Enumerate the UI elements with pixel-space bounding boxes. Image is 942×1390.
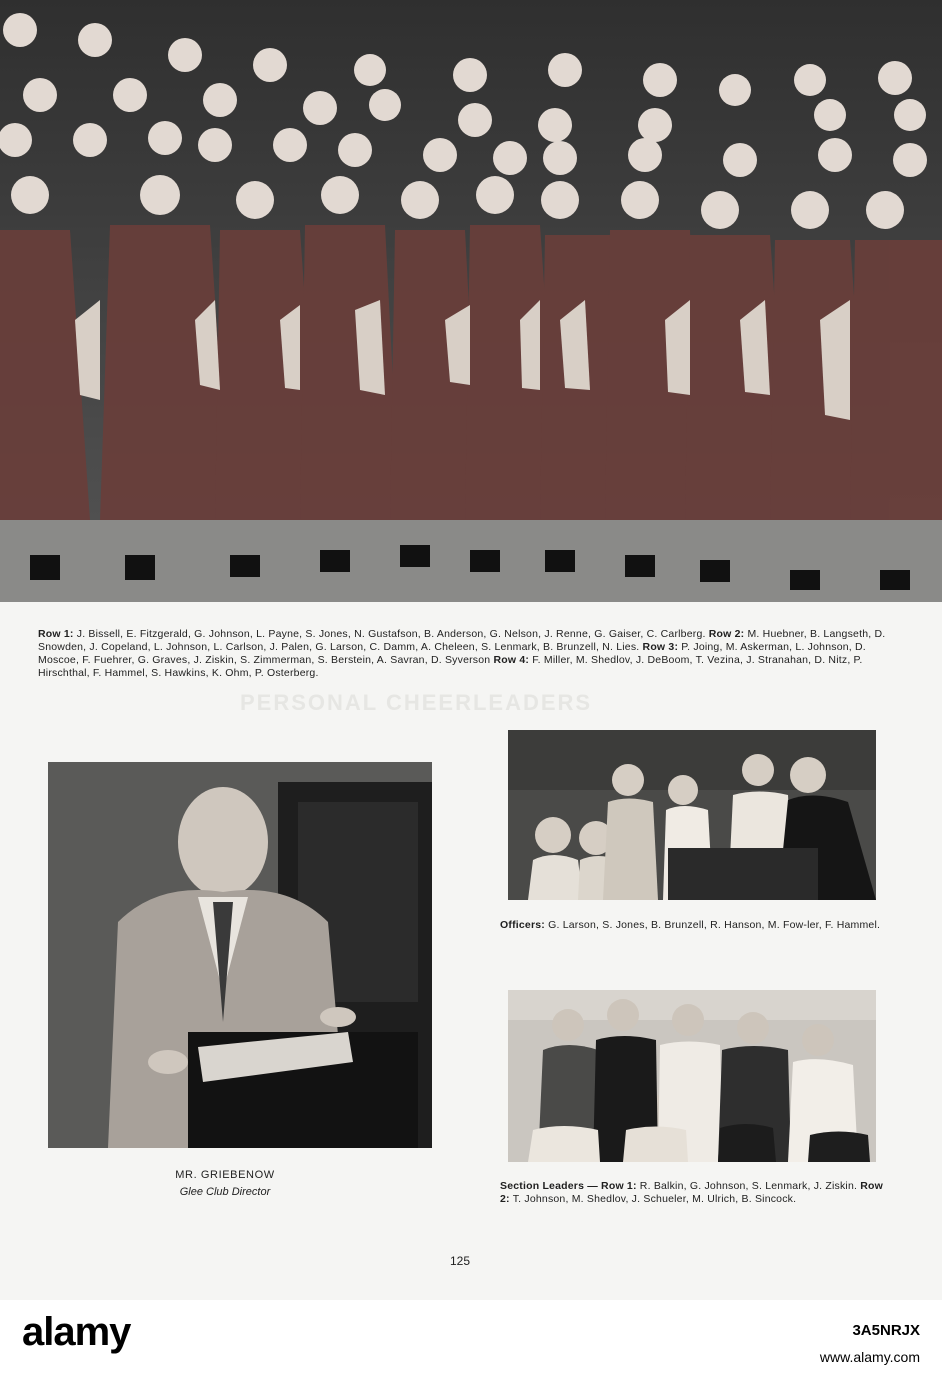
choir-group-photo bbox=[0, 0, 942, 602]
officers-label: Officers: bbox=[500, 919, 545, 931]
section-leaders-row2-label: Row 2: bbox=[500, 1180, 884, 1205]
director-photo bbox=[48, 762, 432, 1148]
officers-photo bbox=[508, 730, 876, 900]
show-through-text: PERSONAL CHEERLEADERS bbox=[240, 690, 593, 715]
watermark-url: www.alamy.com bbox=[819, 1349, 920, 1365]
group-photo-caption bbox=[38, 628, 886, 680]
watermark-footer bbox=[0, 1300, 942, 1390]
officers-caption bbox=[500, 919, 884, 932]
section-leaders-row1: R. Balkin, G. Johnson, S. Lenmark, J. Ziskin. bbox=[639, 1180, 858, 1192]
director-title: Glee Club Director bbox=[179, 1186, 271, 1198]
section-leaders-caption bbox=[500, 1180, 884, 1206]
page-number: 125 bbox=[449, 1254, 471, 1268]
director-name: MR. GRIEBENOW bbox=[175, 1169, 275, 1181]
caption-row1-label: Row 1: bbox=[38, 628, 74, 640]
caption-row2-label: Row 2: bbox=[708, 628, 745, 640]
caption-row1-names: J. Bissell, E. Fitzgerald, G. Johnson, L. Payne, S. Jones, N. Gustafson, B. Anderson, G. Nelson, J. Renne, G. Gaiser, C. Carlberg. bbox=[76, 628, 706, 640]
caption-row2-names: M. Huebner, B. Langseth, D. Snowden, J. Copeland, L. Johnson, L. Carlson, J. Palen, G. Larson, C. Damm, A. Cheleen, S. Lenmark, B. Brunzell, N. Lies. bbox=[38, 628, 886, 653]
caption-row3-names: P. Joing, M. Askerman, L. Johnson, D. Moscoe, F. Fuehrer, G. Graves, J. Ziskin, S. Zimmerman, S. Berstein, A. Savran, D. Syverson bbox=[38, 641, 866, 666]
caption-row3-label: Row 3: bbox=[642, 641, 679, 653]
caption-row4-label: Row 4: bbox=[493, 654, 530, 666]
section-leaders-photo bbox=[508, 990, 876, 1162]
caption-row4-names: F. Miller, M. Shedlov, J. DeBoom, T. Vezina, J. Stranahan, D. Nitz, P. Hirschthal, F. Hammel, S. Hawkins, K. Ohm, P. Osterberg. bbox=[38, 654, 863, 679]
officers-names: G. Larson, S. Jones, B. Brunzell, R. Hanson, M. Fow-ler, F. Hammel. bbox=[548, 919, 881, 931]
section-leaders-label: Section Leaders — Row 1: bbox=[500, 1180, 637, 1192]
watermark-stock-id: 3A5NRJX bbox=[852, 1322, 920, 1339]
section-leaders-row2: T. Johnson, M. Shedlov, J. Schueler, M. Ulrich, B. Sincock. bbox=[512, 1193, 797, 1205]
watermark-brand: alamy bbox=[22, 1310, 131, 1354]
